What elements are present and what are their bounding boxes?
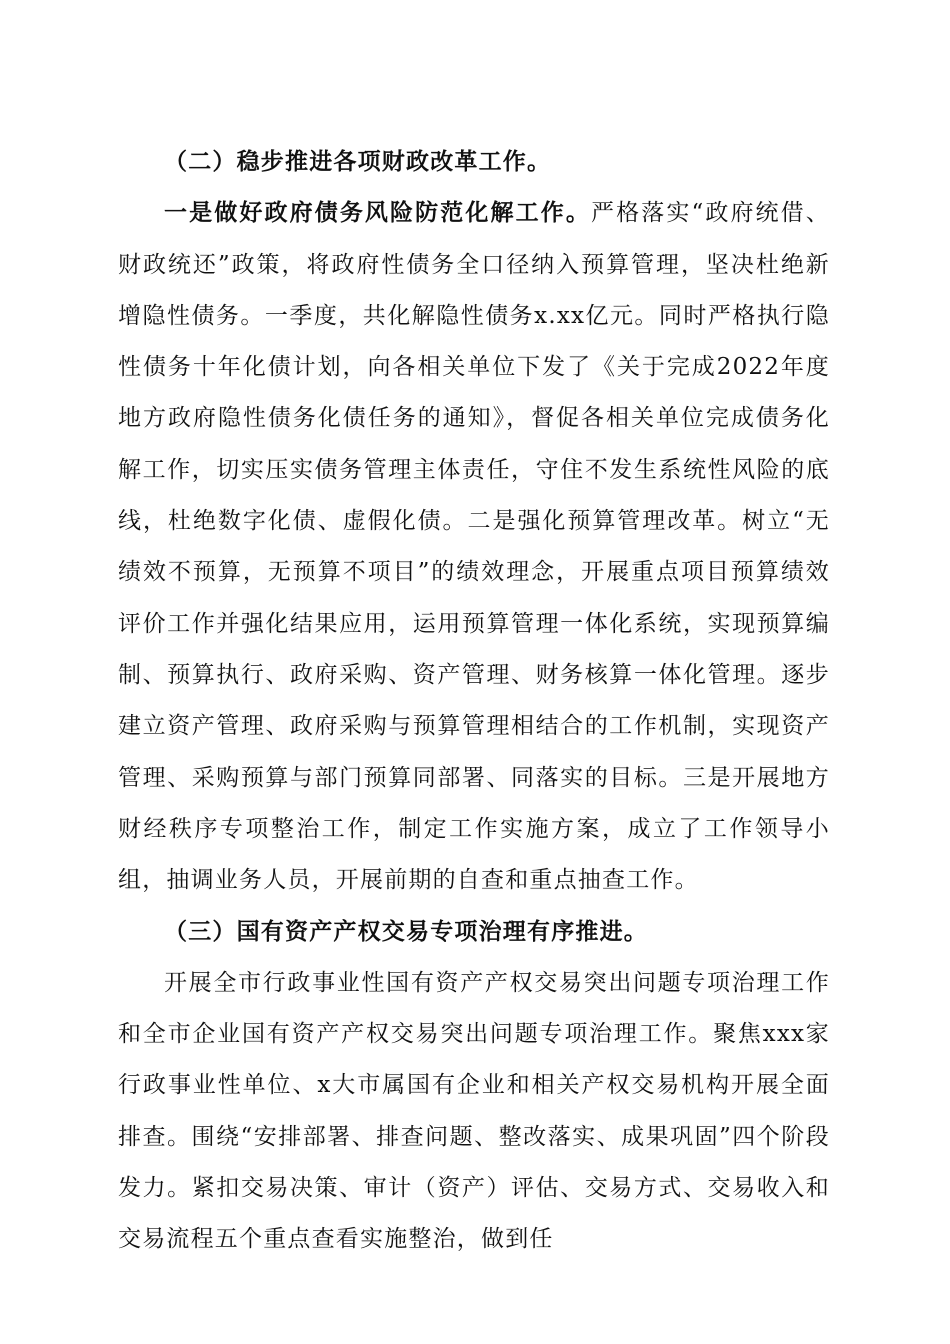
section-two-heading: （二）稳步推进各项财政改革工作。 [164, 148, 552, 175]
section-three-heading: （三）国有资产产权交易专项治理有序推进。 [164, 918, 648, 946]
section-two-paragraph [118, 187, 830, 906]
section-two-body: 严格落实“政府统借、财政统还”政策，将政府性债务全口径纳入预算管理，坚决杜绝新增隐性债务。一季度，共化解隐性债务x.xx亿元。同时严格执行隐性债务十年化债计划，向各相关单位下发了《关于完成2022年度地方政府隐性债务化债任务的通知》，督促各相关单位完成债务化解工作，切实压实债务管理主体责任，守住不发生系统性风险的底线，杜绝数字化债、虚假化债。二是强化预算管理改革。树立“无绩效不预算，无预算不项目”的绩效理念，开展重点项目预算绩效评价工作并强化结果应用，运用预算管理一体化系统，实现预算编制、预算执行、政府采购、资产管理、财务核算一体化管理。逐步建立资产管理、政府采购与预算管理相结合的工作机制，实现资产管理、采购预算与部门预算同部署、同落实的目标。三是开展地方财经秩序专项整治工作，制定工作实施方案，成立了工作领导小组，抽调业务人员，开展前期的自查和重点抽查工作。 [118, 200, 830, 894]
section-two-lead: 一是做好政府债务风险防范化解工作。 [164, 199, 591, 227]
section-three-paragraph: 开展全市行政事业性国有资产产权交易突出问题专项治理工作和全市企业国有资产产权交易突出问题专项治理工作。聚焦xxx家行政事业性单位、x大市属国有企业和相关产权交易机构开展全面排查。围绕“安排部署、排查问题、整改落实、成果巩固”四个阶段发力。紧扣交易决策、审计（资产）评估、交易方式、交易收入和交易流程五个重点查看实施整治，做到任 [118, 969, 830, 1253]
document-body [118, 136, 830, 1266]
